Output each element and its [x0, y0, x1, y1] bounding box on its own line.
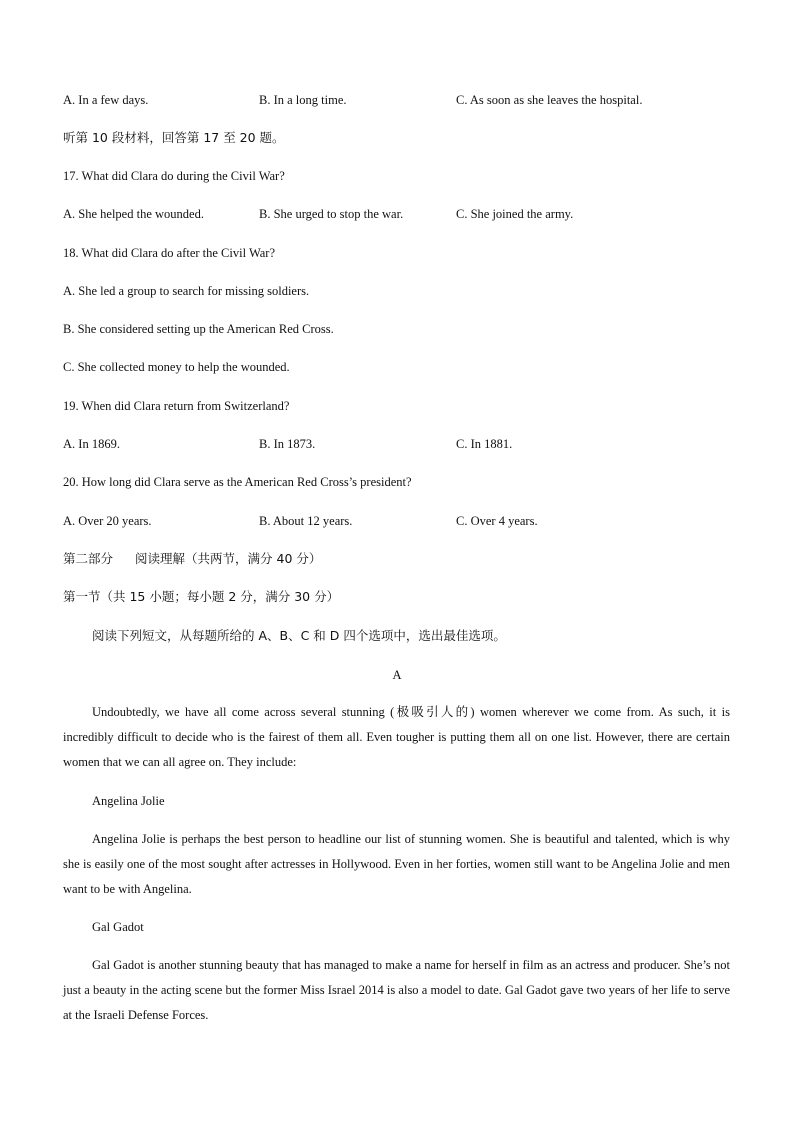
q20-option-c: C. Over 4 years. [456, 514, 538, 528]
section1-title: 第一节（共 15 小题；每小题 2 分，满分 30 分） [63, 589, 340, 604]
q19-option-c: C. In 1881. [456, 437, 513, 451]
passage-label: A [392, 668, 402, 682]
passage-para1-text: Angelina Jolie is perhaps the best person to headline our list of stunning women. She is beautiful and talented, which is why she is easily one of the most sought after actresses in Hollywood. Even in her forties, women still want to be Angelina Jolie and men want to be with Angelina. [63, 832, 730, 896]
part2-title: 阅读理解（共两节，满分 40 分） [135, 551, 322, 566]
q19-option-a: A. In 1869. [63, 437, 120, 451]
q16-option-c: C. As soon as she leaves the hospital. [456, 93, 643, 107]
q19-option-b: B. In 1873. [259, 437, 316, 451]
q16-option-a: A. In a few days. [63, 93, 149, 107]
passage-para1 [63, 827, 730, 902]
part2-heading [63, 551, 321, 567]
q18-question: 18. What did Clara do after the Civil War? [63, 246, 276, 260]
instructions: 阅读下列短文，从每题所给的 A、B、C 和 D 四个选项中，选出最佳选项。 [92, 628, 506, 643]
passage-intro [63, 700, 730, 775]
q20-option-b: B. About 12 years. [259, 514, 353, 528]
q18-option-b: B. She considered setting up the American Red Cross. [63, 322, 334, 336]
q19-question: 19. When did Clara return from Switzerland? [63, 399, 290, 413]
q17-option-c: C. She joined the army. [456, 207, 574, 221]
part2-label: 第二部分 [63, 551, 114, 566]
q18-option-c: C. She collected money to help the wounded. [63, 360, 290, 374]
passage-name1: Angelina Jolie [92, 794, 165, 808]
q18-option-a: A. She led a group to search for missing soldiers. [63, 284, 310, 298]
passage-para2-text: Gal Gadot is another stunning beauty that has managed to make a name for herself in film as an actress and producer. She’s not just a beauty in the acting scene but the former Miss Israel 2014 is also a model to date. Gal Gadot gave two years of her life to serve at the Israeli Defense Forces. [63, 958, 730, 1022]
passage-name2: Gal Gadot [92, 920, 144, 934]
passage-para2 [63, 953, 730, 1028]
q17-option-b: B. She urged to stop the war. [259, 207, 404, 221]
q16-option-b: B. In a long time. [259, 93, 347, 107]
q17-option-a: A. She helped the wounded. [63, 207, 204, 221]
q17-question: 17. What did Clara do during the Civil War? [63, 169, 285, 183]
q20-question: 20. How long did Clara serve as the American Red Cross’s president? [63, 475, 412, 489]
section10-title: 听第 10 段材料，回答第 17 至 20 题。 [63, 130, 285, 145]
q20-option-a: A. Over 20 years. [63, 514, 152, 528]
passage-intro-text: Undoubtedly, we have all come across several stunning (极吸引人的) women wherever we come from. As such, it is incredibly difficult to decide who is the fairest of them all. Even tougher is putting them all on one list. However, there are certain women that we can all agree on. They include: [63, 705, 730, 769]
